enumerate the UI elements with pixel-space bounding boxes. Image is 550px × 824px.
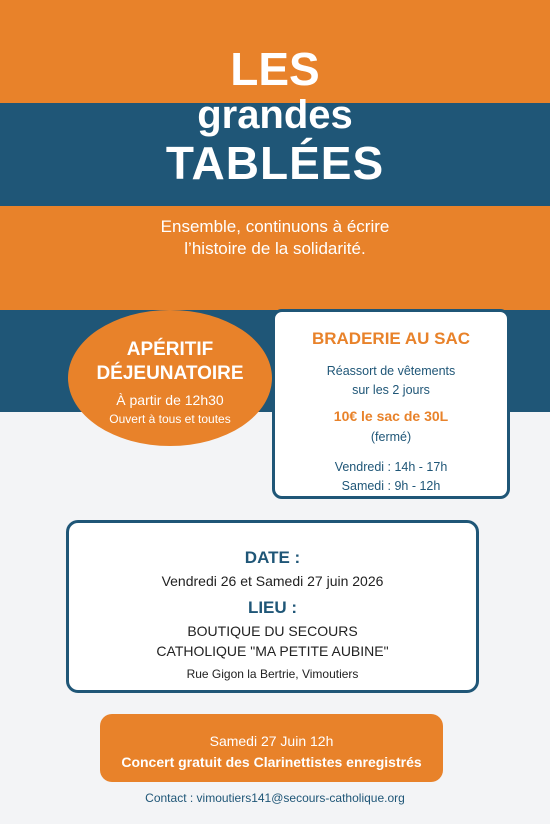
place-address: Rue Gigon la Bertrie, Vimoutiers [186, 667, 359, 681]
place-line-2: CATHOLIQUE "MA PETITE AUBINE" [156, 643, 389, 659]
braderie-desc-line-1: Réassort de vêtements [326, 364, 456, 378]
contact-line: Contact : vimoutiers141@secours-catholique.org [145, 791, 405, 805]
title-line-1: LES [230, 43, 320, 95]
date-value: Vendredi 26 et Samedi 27 juin 2026 [161, 573, 384, 589]
concert-title: Concert gratuit des Clarinettistes enregistrés [121, 754, 422, 770]
braderie-card [272, 309, 510, 499]
tagline-line-1: Ensemble, continuons à écrire [160, 217, 390, 236]
braderie-price-note: (fermé) [370, 430, 412, 444]
concert-time: Samedi 27 Juin 12h [209, 733, 334, 749]
place-line-1: BOUTIQUE DU SECOURS [187, 623, 358, 639]
aperitif-badge [68, 310, 272, 446]
braderie-desc-line-2: sur les 2 jours [352, 383, 430, 397]
aperitif-note: Ouvert à tous et toutes [109, 412, 231, 426]
title-line-2: grandes [197, 93, 353, 137]
tagline-line-2: l’histoire de la solidarité. [184, 239, 366, 258]
aperitif-title-line-2: DÉJEUNATOIRE [96, 363, 244, 384]
place-label: LIEU : [247, 598, 298, 617]
braderie-schedule-saturday: Samedi : 9h - 12h [341, 479, 441, 493]
braderie-schedule-friday: Vendredi : 14h - 17h [334, 460, 448, 474]
braderie-title: BRADERIE AU SAC [311, 329, 471, 348]
aperitif-title-line-1: APÉRITIF [126, 339, 214, 360]
braderie-price: 10€ le sac de 30L [333, 408, 449, 424]
title-line-3: TABLÉES [165, 137, 385, 189]
date-label: DATE : [244, 548, 301, 567]
event-info-card [66, 520, 479, 693]
aperitif-time: À partir de 12h30 [116, 392, 224, 408]
concert-banner [100, 714, 443, 782]
tagline [0, 216, 550, 260]
